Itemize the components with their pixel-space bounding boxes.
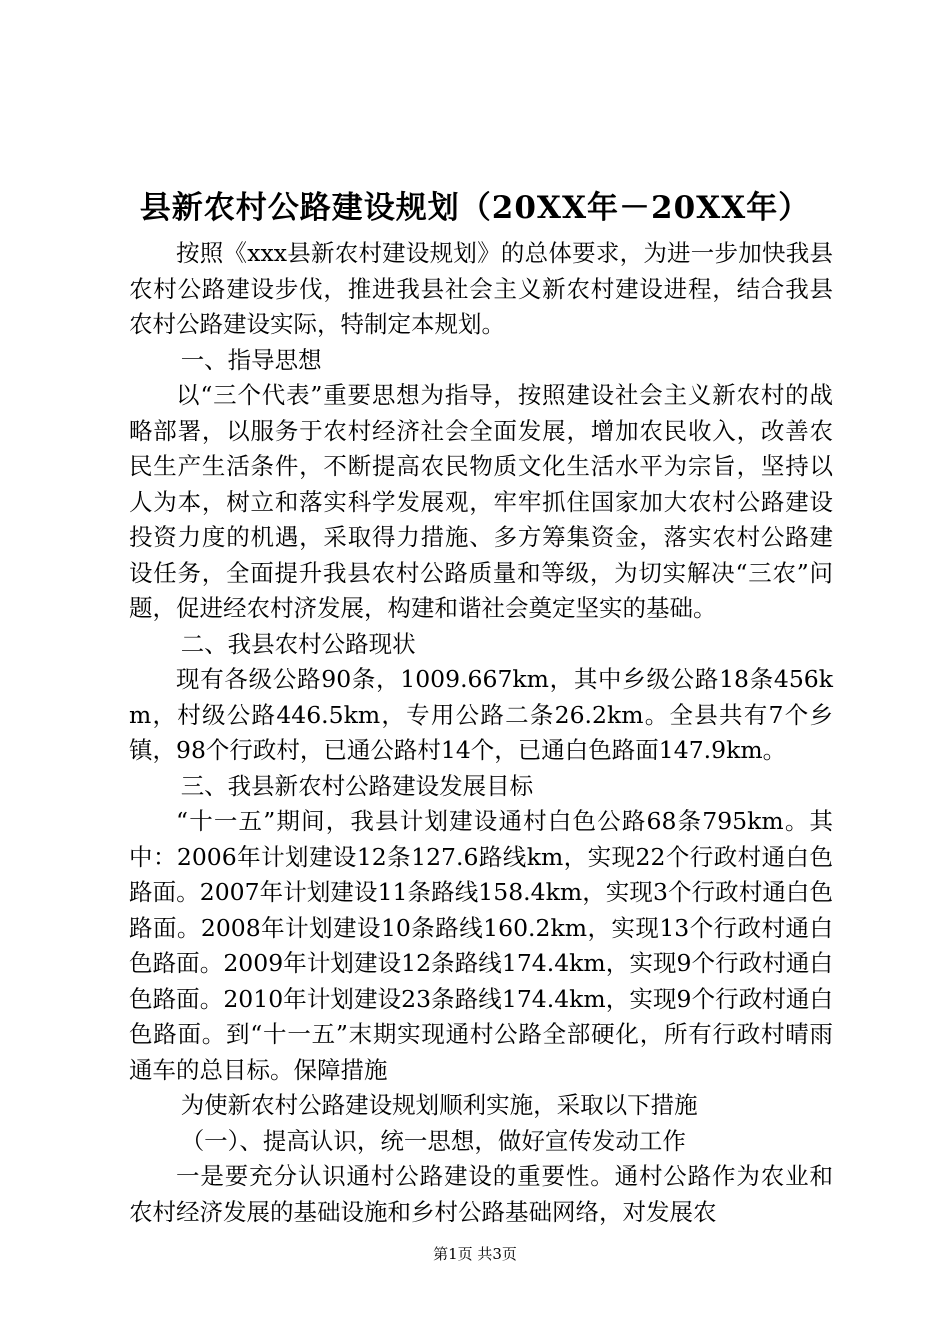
paragraph-current-status: 现有各级公路90条，1009.667km，其中乡级公路18条456km，村级公路446.5km，专用公路二条26.2km。全县共有7个乡镇，98个行政村，已通公路村14个，已通白色路面147.9km。 xyxy=(129,665,833,764)
paragraph-awareness: 一是要充分认识通村公路建设的重要性。通村公路作为农业和农村经济发展的基础设施和乡村公路基础网络，对发展农 xyxy=(129,1162,833,1226)
document-body xyxy=(129,236,833,1230)
paragraph-guiding-ideology: 以“三个代表”重要思想为指导，按照建设社会主义新农村的战略部署，以服务于农村经济社会全面发展，增加农民收入，改善农民生产生活条件，不断提高农民物质文化生活水平为宗旨，坚持以人为本，树立和落实科学发展观，牢牢抓住国家加大农村公路建设投资力度的机遇，采取得力措施、多方筹集资金，落实农村公路建设任务，全面提升我县农村公路质量和等级，为切实解决“三农”问题，促进经农村济发展，构建和谐社会奠定坚实的基础。 xyxy=(129,381,833,622)
page-footer: 第1页 共3页 xyxy=(433,1245,517,1263)
document-title: 县新农村公路建设规划（20XX年－20XX年） xyxy=(139,190,811,226)
paragraph-development-goals: “十一五”期间，我县计划建设通村白色公路68条795km。其中：2006年计划建设12条127.6路线km，实现22个行政村通白色路面。2007年计划建设11条路线158.4km，实现3个行政村通白色路面。2008年计划建设10条路线160.2km，实现13个行政村通白色路面。2009年计划建设12条路线174.4km，实现9个行政村通白色路面。2010年计划建设23条路线174.4km，实现9个行政村通白色路面。到“十一五”末期实现通村公路全部硬化，所有行政村晴雨通车的总目标。保障措施 xyxy=(129,807,833,1084)
subsection-heading-awareness: （一）、提高认识，统一思想，做好宣传发动工作 xyxy=(180,1126,686,1155)
section-heading-guiding-ideology: 一、指导思想 xyxy=(180,345,322,374)
paragraph-intro: 按照《xxx县新农村建设规划》的总体要求，为进一步加快我县农村公路建设步伐，推进我县社会主义新农村建设进程，结合我县农村公路建设实际，特制定本规划。 xyxy=(129,239,833,338)
section-heading-current-status: 二、我县农村公路现状 xyxy=(180,629,416,658)
section-heading-development-goals: 三、我县新农村公路建设发展目标 xyxy=(180,771,534,800)
paragraph-measures-intro: 为使新农村公路建设规划顺利实施，采取以下措施 xyxy=(180,1091,698,1119)
